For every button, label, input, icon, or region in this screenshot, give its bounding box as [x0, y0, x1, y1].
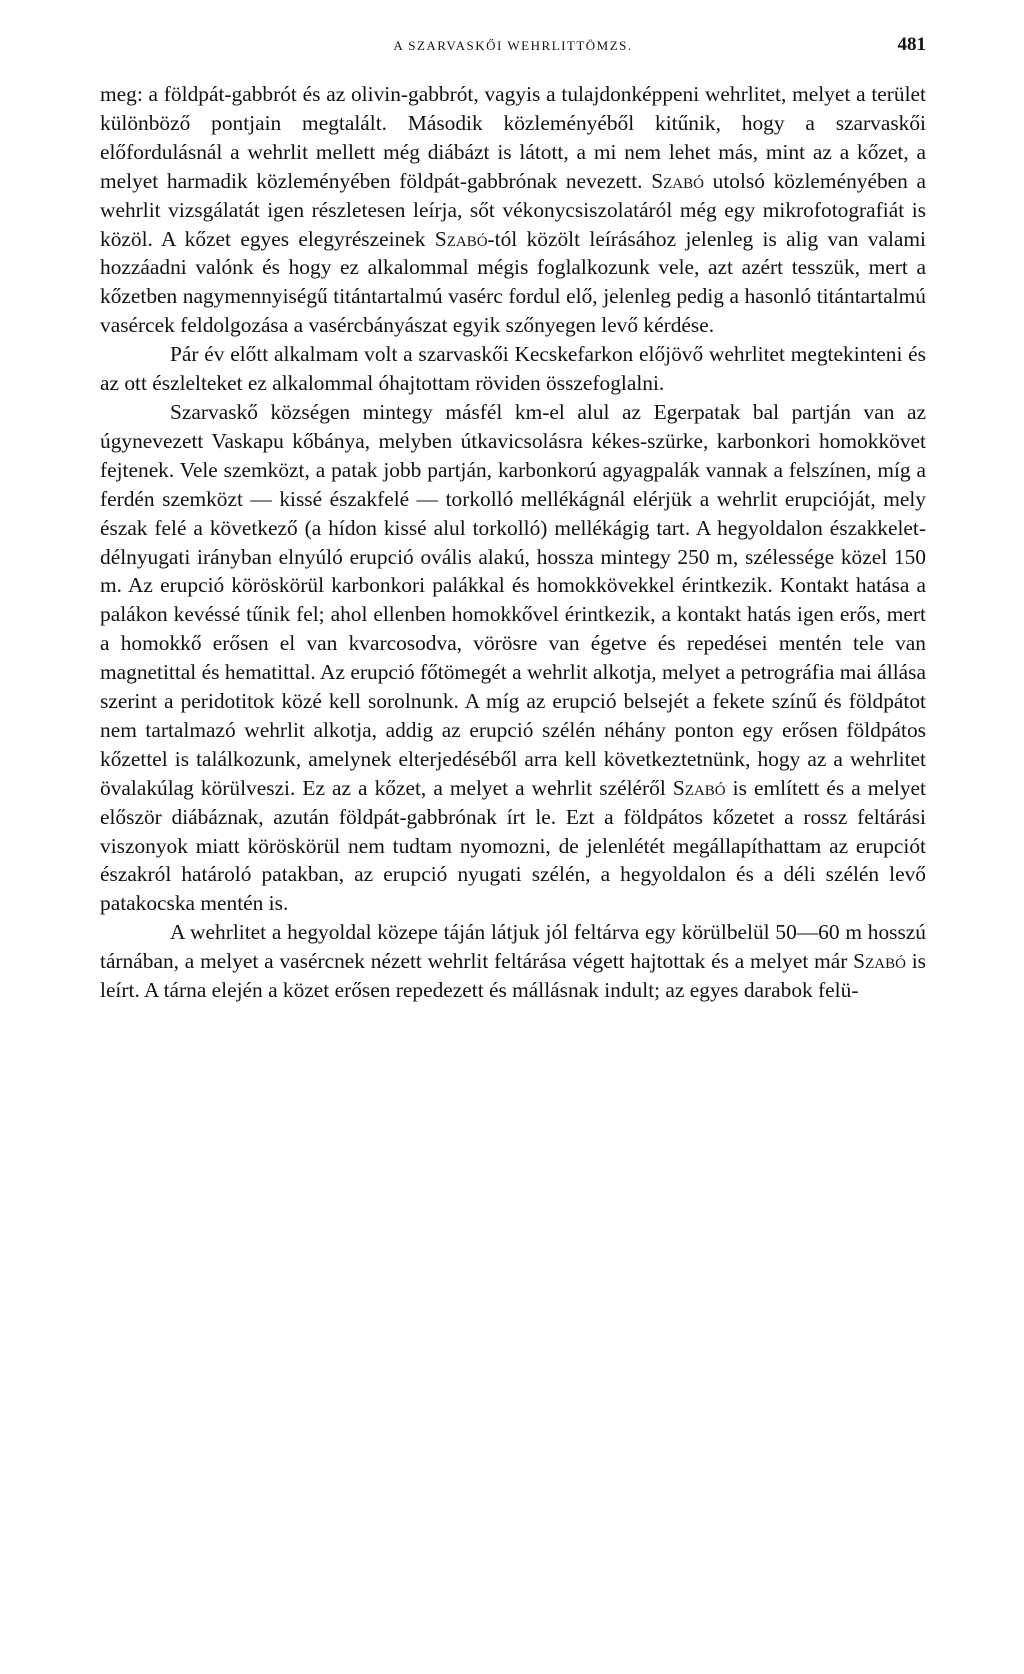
- text-span: Szarvaskő községen mintegy másfél km-el alul az Egerpatak bal partján van az úgynevezett Vaskapu kőbánya, melyben útkavicsolásra kékes-szürke, karbonkori homokkövet fejtenek. Vele szemközt, a patak jobb partján, karbonkorú agyagpalák vannak a felszínen, míg a ferdén szemközt — kissé északfelé — torkolló mellékágnál elérjük a wehrlit erupcióját, mely észak felé a következő (a hídon kissé alul torkolló) mellékágig tart. A hegyoldalon északkelet-délnyugati irányban elnyúló erupció ovális alakú, hossza mintegy 250 m, szélessége közel 150 m. Az erupció köröskörül karbonkori palákkal és homokkövekkel érintkezik. Kontakt hatása a palákon kevéssé tűnik fel; ahol ellenben homokkővel érintkezik, a kontakt hatás igen erős, mert a homokkő erősen el van kvarcosodva, vörösre van égetve és repedései mentén tele van magnetittal és hematittal. Az erupció főtömegét a wehrlit alkotja, melyet a petrográfia mai állása szerint a peridotitok közé kell sorolnunk. A míg az erupció belsejét a fekete színű és földpátot nem tartalmazó wehrlit alkotja, addig az erupció szélén néhány ponton egy erősen földpátos kőzettel is találkozunk, amelynek elterjedéséből arra kell következtetnünk, hogy az a wehrlitet övalakúlag körülveszi. Ez az a kőzet, a melyet a wehrlit széléről: [100, 399, 926, 800]
- text-span: is leírt. A tárna elején a közet erősen repedezett és mállásnak indult; az egyes darabok felü-: [100, 949, 926, 1003]
- book-page: [100, 34, 926, 1005]
- author-name-szabo: Szabó: [651, 168, 704, 193]
- text-span: A wehrlitet a hegyoldal közepe táján látjuk jól feltárva egy körülbelül 50—60 m hosszú tárnában, a melyet a vasércnek nézett wehrlit feltárása végett hajtottak és a melyet már: [100, 920, 926, 974]
- paragraph-1: [100, 80, 926, 340]
- paragraph-4: [100, 918, 926, 1005]
- author-name-szabo: Szabó: [434, 226, 488, 251]
- text-span: utolsó közleményében a wehrlit vizsgálatát igen részletesen leírja, sőt vékonycsiszolatáról még egy mikrofotografiát is közöl. A kőzet egyes elegyrészeinek: [100, 168, 927, 251]
- text-span: Pár év előtt alkalmam volt a szarvaskői Kecskefarkon előjövő wehrlitet megtekinteni és az ott észlelteket ez alkalommal óhajtottam röviden összefoglalni.: [100, 342, 926, 396]
- running-head: [100, 34, 926, 58]
- running-title: A SZARVASKŐI WEHRLITTÖMZS.: [393, 38, 633, 53]
- paragraph-3: [100, 398, 926, 918]
- author-name-szabo: Szabó: [672, 775, 726, 800]
- author-name-szabo: Szabó: [853, 949, 906, 974]
- text-span: meg: a földpát-gabbrót és az olivin-gabbrót, vagyis a tulajdonképpeni wehrlitet, melyet a terület különböző pontjain megtalált. Második közleményéből kitűnik, hogy a szarvaskői előfordulásnál a wehrlit mellett még diábázt is látott, a mi nem lehet más, mint az a kőzet, a melyet harmadik közleményében földpát-gabbrónak nevezett.: [100, 82, 926, 193]
- text-span: -tól közölt leírásához jelenleg is alig van valami hozzáadni valónk és hogy ez alkalommal mégis foglalkozunk vele, azt azért tesszük, mert a kőzetben nagymennyiségű titántartalmú vasérc fordul elő, jelenleg pedig a hasonló titántartalmú vasércek feldolgozása a vasércbányászat egyik szőnyegen levő kérdése.: [100, 226, 926, 338]
- body-text: [100, 80, 926, 1005]
- page-number: 481: [897, 34, 926, 55]
- text-span: is említett és a melyet először diábáznak, azután földpát-gabbrónak írt le. Ezt a földpátos kőzetet a rossz feltárási viszonyok miatt köröskörül nem tudtam nyomozni, de jelenlétét megállapíthattam az erupciót északról határoló patakban, az erupció nyugati szélén, a hegyoldalon és a déli szélén levő patakocska mentén is.: [100, 775, 926, 916]
- paragraph-2: [100, 340, 926, 398]
